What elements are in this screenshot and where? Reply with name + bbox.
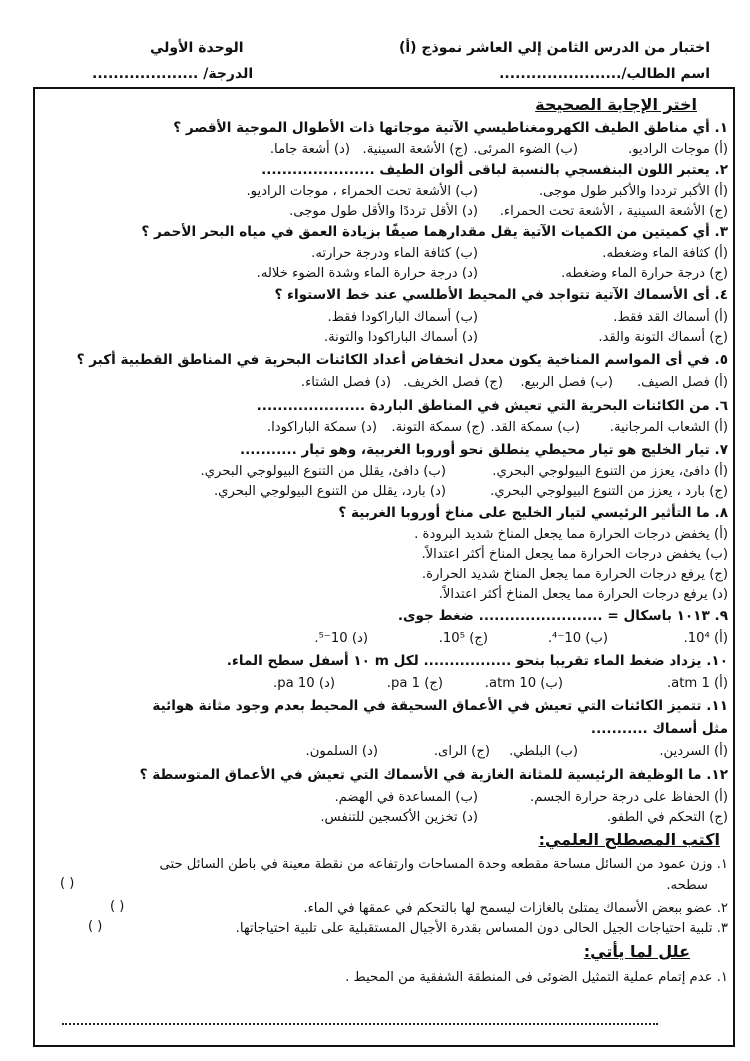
option: (ج) أسماك التونة والقد. bbox=[598, 330, 728, 345]
option-8c: (ج) يرفع درجات الحرارة مما يجعل المناخ شديد الحرارة. bbox=[421, 567, 728, 582]
option: (أ) الأكبر ترددا والأكبر طول موجى. bbox=[538, 184, 728, 199]
option: (ج) فصل الخريف. bbox=[403, 375, 503, 390]
option: (أ) موجات الراديو. bbox=[628, 142, 728, 157]
term-item-1-cont: سطحه. bbox=[666, 878, 708, 893]
unit-label: الوحدة الأولي bbox=[150, 40, 244, 56]
options-10 bbox=[22, 674, 728, 693]
question-8: ٨. ما التأثير الرئيسي لتيار الخليج على مناخ أوروبا الغربية ؟ bbox=[338, 505, 728, 521]
term-item-3: ٣. تلبية احتياجات الجيل الحالى دون المساس بقدرة الأجيال المستقبلية على تلبية احتياجاتها. bbox=[235, 921, 728, 936]
option: (د) سمكة الباراكودا. bbox=[266, 420, 377, 435]
option: (ج) الأشعة السينية ، الأشعة تحت الحمراء. bbox=[499, 204, 728, 219]
option: (أ) السردين. bbox=[659, 744, 728, 759]
option: (د) فصل الشتاء. bbox=[300, 375, 391, 390]
option: (أ) 1 atm. bbox=[666, 676, 728, 691]
question-11: ١١. تتميز الكائنات التي تعيش في الأعماق السحيقة في المحيط بعدم وجود مثانة هوائية bbox=[152, 698, 728, 714]
option-8d: (د) يرفع درجات الحرارة مما يجعل المناخ أكثر اعتدالاً. bbox=[438, 587, 728, 602]
question-6: ٦. من الكائنات البحرية التي تعيش في المناطق الباردة ..................... bbox=[256, 398, 728, 414]
option: (ب) البلطي. bbox=[509, 744, 578, 759]
option: (ج) 10⁵. bbox=[438, 631, 488, 646]
option: (د) أشعة جاما. bbox=[269, 142, 350, 157]
term-item-2: ٢. عضو ببعض الأسماك يمتلئ بالغازات ليسمح لها بالتحكم في عمقها في الماء. bbox=[303, 901, 728, 916]
option: (د) الأقل ترددًا والأقل طول موجى. bbox=[289, 204, 478, 219]
reason-item-1: ١. عدم إتمام عملية التمثيل الضوئى فى المنطقة الشفقية من المحيط . bbox=[345, 970, 728, 985]
option: (ب) المساعدة في الهضم. bbox=[334, 790, 478, 805]
section-title-reason: علل لما يأتي: bbox=[583, 942, 690, 961]
option: (أ) أسماك القد فقط. bbox=[613, 310, 728, 325]
question-12: ١٢. ما الوظيفة الرئيسية للمثانة الغازية في الأسماك التي تعيش في الأعماق المتوسطة ؟ bbox=[139, 767, 728, 783]
question-9: ٩. ١٠١٣ باسكال = ........................ ضغط جوى. bbox=[397, 608, 728, 624]
option: (د) السلمون. bbox=[305, 744, 378, 759]
answer-blank-2: ( ) bbox=[110, 899, 125, 914]
option-8b: (ب) يخفض درجات الحرارة مما يجعل المناخ أكثر اعتدالاً. bbox=[421, 547, 728, 562]
options-2a bbox=[22, 182, 728, 201]
option: (ب) 10⁻⁴. bbox=[547, 631, 608, 646]
exam-title: اختبار من الدرس الثامن إلي العاشر نموذج (أ) bbox=[398, 40, 710, 56]
options-2b bbox=[22, 202, 728, 221]
question-2: ٢. يعتبر اللون البنفسجي بالنسبة لباقى ألوان الطيف ...................... bbox=[261, 162, 728, 178]
option: (ج) 1 pa. bbox=[386, 676, 443, 691]
options-5 bbox=[22, 373, 728, 392]
option: (ج) بارد ، يعزز من التنوع البيولوجي البحري. bbox=[490, 484, 728, 499]
question-11-cont: مثل أسماك ........... bbox=[590, 721, 728, 737]
options-3b bbox=[22, 264, 728, 283]
options-11 bbox=[22, 742, 728, 761]
option: (أ) كثافة الماء وضغطه. bbox=[602, 246, 728, 261]
question-5: ٥. في أى المواسم المناخية يكون معدل انخفاض أعداد الكائنات البحرية في المناطق القطبية أكبر ؟ bbox=[76, 352, 728, 368]
option: (ب) فصل الربيع. bbox=[520, 375, 613, 390]
option: (ب) الضوء المرئى. bbox=[473, 142, 578, 157]
option: (ب) 10 atm. bbox=[484, 676, 563, 691]
question-3: ٣. أي كميتين من الكميات الآتية يقل مقدارهما صيفًا بزيادة العمق في مياه البحر الأحمر ؟ bbox=[141, 224, 728, 240]
question-1: ١. أي مناطق الطيف الكهرومغناطيسي الآتية موجاتها ذات الأطوال الموجية الأقصر ؟ bbox=[173, 120, 728, 136]
answer-dotted-line bbox=[62, 1023, 658, 1025]
option: (ج) التحكم في الطفو. bbox=[606, 810, 728, 825]
answer-blank-3: ( ) bbox=[88, 919, 103, 934]
option: (ج) درجة حرارة الماء وضغطه. bbox=[561, 266, 728, 281]
options-9 bbox=[22, 629, 728, 648]
option: (د) بارد، يقلل من التنوع البيولوجي البحري. bbox=[213, 484, 446, 499]
option: (ب) أسماك الباراكودا فقط. bbox=[327, 310, 478, 325]
option: (د) 10 pa. bbox=[273, 676, 335, 691]
option: (أ) الحفاظ على درجة حرارة الجسم. bbox=[530, 790, 728, 805]
option: (د) أسماك الباراكودا والتونة. bbox=[323, 330, 478, 345]
section-title-choose: اختر الإجابة الصحيحة bbox=[535, 95, 697, 114]
option: (ب) الأشعة تحت الحمراء ، موجات الراديو. bbox=[246, 184, 478, 199]
section-title-term: اكتب المصطلح العلمي: bbox=[538, 830, 720, 849]
option: (ج) سمكة التونة. bbox=[391, 420, 485, 435]
term-item-1: ١. وزن عمود من السائل مساحة مقطعه وحدة المساحات وارتفاعه من نقطة معينة في باطن السائل حتى bbox=[159, 857, 728, 872]
option: (أ) 10⁴. bbox=[683, 631, 728, 646]
question-7: ٧. تيار الخليج هو تيار محيطي ينطلق نحو أوروبا الغربية، وهو تيار ........... bbox=[239, 442, 728, 458]
question-10: ١٠. يزداد ضغط الماء تقريبا بنحو ................. لكل m ١٠ أسفل سطح الماء. bbox=[226, 653, 728, 669]
option: (أ) الشعاب المرجانية. bbox=[609, 420, 728, 435]
options-3a bbox=[22, 244, 728, 263]
option: (د) 10⁻⁵. bbox=[314, 631, 368, 646]
option: (ب) كثافة الماء ودرجة حرارته. bbox=[311, 246, 478, 261]
options-1 bbox=[22, 140, 728, 159]
option-8a: (أ) يخفض درجات الحرارة مما يجعل المناخ شديد البرودة . bbox=[414, 527, 728, 542]
answer-blank-1: ( ) bbox=[60, 876, 75, 891]
option: (أ) فصل الصيف. bbox=[636, 375, 728, 390]
option: (ج) الأشعة السينية. bbox=[362, 142, 468, 157]
options-4a bbox=[22, 308, 728, 327]
option: (د) تخزين الأكسجين للتنفس. bbox=[320, 810, 478, 825]
option: (أ) دافئ، يعزز من التنوع البيولوجي البحري. bbox=[492, 464, 728, 479]
options-7b bbox=[22, 482, 728, 501]
student-name-field: اسم الطالب/....................... bbox=[499, 66, 710, 82]
option: (ب) سمكة القد. bbox=[490, 420, 580, 435]
option: (ب) دافئ، يقلل من التنوع البيولوجي البحري. bbox=[200, 464, 446, 479]
grade-field: الدرجة/ .................... bbox=[92, 66, 254, 82]
options-12a bbox=[22, 788, 728, 807]
options-7a bbox=[22, 462, 728, 481]
question-4: ٤. أى الأسماك الآتية تتواجد في المحيط الأطلسي عند خط الاستواء ؟ bbox=[274, 287, 728, 303]
option: (د) درجة حرارة الماء وشدة الضوء خلاله. bbox=[256, 266, 478, 281]
options-12b bbox=[22, 808, 728, 827]
option: (ج) الراى. bbox=[433, 744, 490, 759]
options-4b bbox=[22, 328, 728, 347]
options-6 bbox=[22, 418, 728, 437]
